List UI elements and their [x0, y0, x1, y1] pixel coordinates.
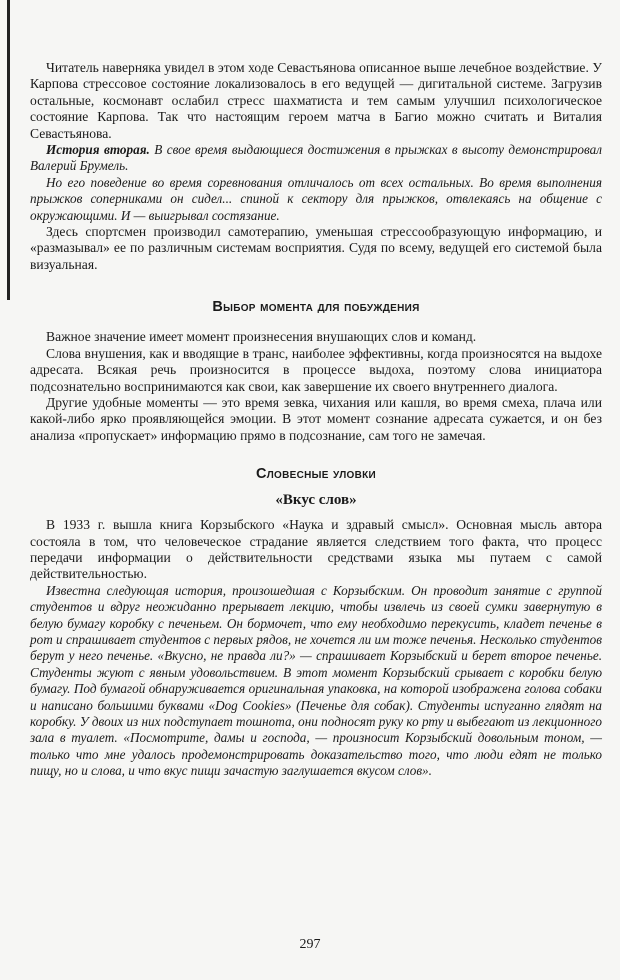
paragraph-moment-3: Другие удобные моменты — это время зевка, чихания или кашля, во время смеха, плача или какой-либо ярко проявляющейся эмоции. В этот момент сознание адресата сужается, и он без анализа «пропускает» информацию прямо в подсознание, сам того не замечая.	[30, 394, 602, 443]
page-number: 297	[299, 937, 321, 952]
paragraph-moment-2: Слова внушения, как и вводящие в транс, наиболее эффективны, когда произносятся на выдохе адресата. Всякая речь произносится в процессе выдоха, поэтому слова инициатора подсознательно воспринимаются как свои, как завершение их своего внутреннего диалога.	[30, 345, 602, 394]
story-two-body: Но его поведение во время соревнования отличалось от всех остальных. Во время выполнения прыжков соперниками он сидел... спиной к сектору для прыжков, отвлекаясь на общение с окружающими. И — выигрывал состязание.	[30, 174, 602, 223]
subheading-taste-of-words: «Вкус слов»	[275, 492, 357, 509]
page-content	[30, 60, 602, 780]
page-edge-shadow	[7, 0, 10, 300]
paragraph-korzybski-story: Известна следующая история, произошедшая с Корзыбским. Он проводит занятие с группой студентов и вдруг неожиданно прерывает лекцию, чтобы извлечь из своей сумки завернутую в белую бумагу коробку с печеньем. Он бормочет, что ему необходимо перекусить, кладет печенье в рот и спрашивает студентов с первых рядов, не хочется ли им тоже печенья. Несколько студентов берут у него печенье. «Вкусно, не правда ли?» — спрашивает Корзыбский и берет второе печенье. Студенты жуют с явным удовольствием. В этот момент Корзыбский срывает с коробки белую бумагу. Под бумагой обнаруживается оригинальная упаковка, на которой изображена голова собаки и написано большими буквами «Dog Cookies» (Печенье для собак). Студенты испуганно глядят на коробку. У двоих из них подступает тошнота, они подносят руку ко рту и выбегают из лекционного зала в туалет. «Посмотрите, дамы и господа, — произносит Корзыбский довольным тоном, — только что мне удалось продемонстрировать доказательство того, что люди едят не только пищу, но и слова, и что вкус пищи зачастую заглушается вкусом слов».	[30, 582, 602, 779]
section-heading-moment: Выбор момента для побуждения	[212, 299, 420, 316]
paragraph-korzybski-book: В 1933 г. вышла книга Корзыбского «Наука и здравый смысл». Основная мысль автора состояла в том, что человеческое страдание является следствием того факта, что процесс передачи информации о действительности средствами языка мы путаем с самой действительностью.	[30, 517, 602, 582]
story-two-text: В свое время выдающиеся достижения в прыжках в высоту демонстрировал Валерий Брумель.	[30, 142, 602, 174]
paragraph-sevastyanov: Читатель наверняка увидел в этом ходе Севастьянова описанное выше лечебное воздействие. У Карпова стрессовое состояние локализовалось в его ведущей — дигитальной системе. Загрузив остальные, космонавт ослабил стресс шахматиста и тем самым улучшил психологическое состояние Карпова. Так что настоящим героем матча в Багио можно считать и Виталия Севастьянова.	[30, 60, 602, 141]
paragraph-self-therapy: Здесь спортсмен производил самотерапию, уменьшая стрессообразующую информацию, и «размазывал» ее по различным системам восприятия. Судя по всему, ведущей его системой была визуальная.	[30, 224, 602, 272]
section-heading-verbal-tricks: Словесные уловки	[255, 466, 377, 483]
paragraph-moment-1: Важное значение имеет момент произнесения внушающих слов и команд.	[46, 329, 477, 345]
story-two-intro	[30, 142, 602, 175]
story-two-lead: История вторая.	[46, 142, 150, 158]
